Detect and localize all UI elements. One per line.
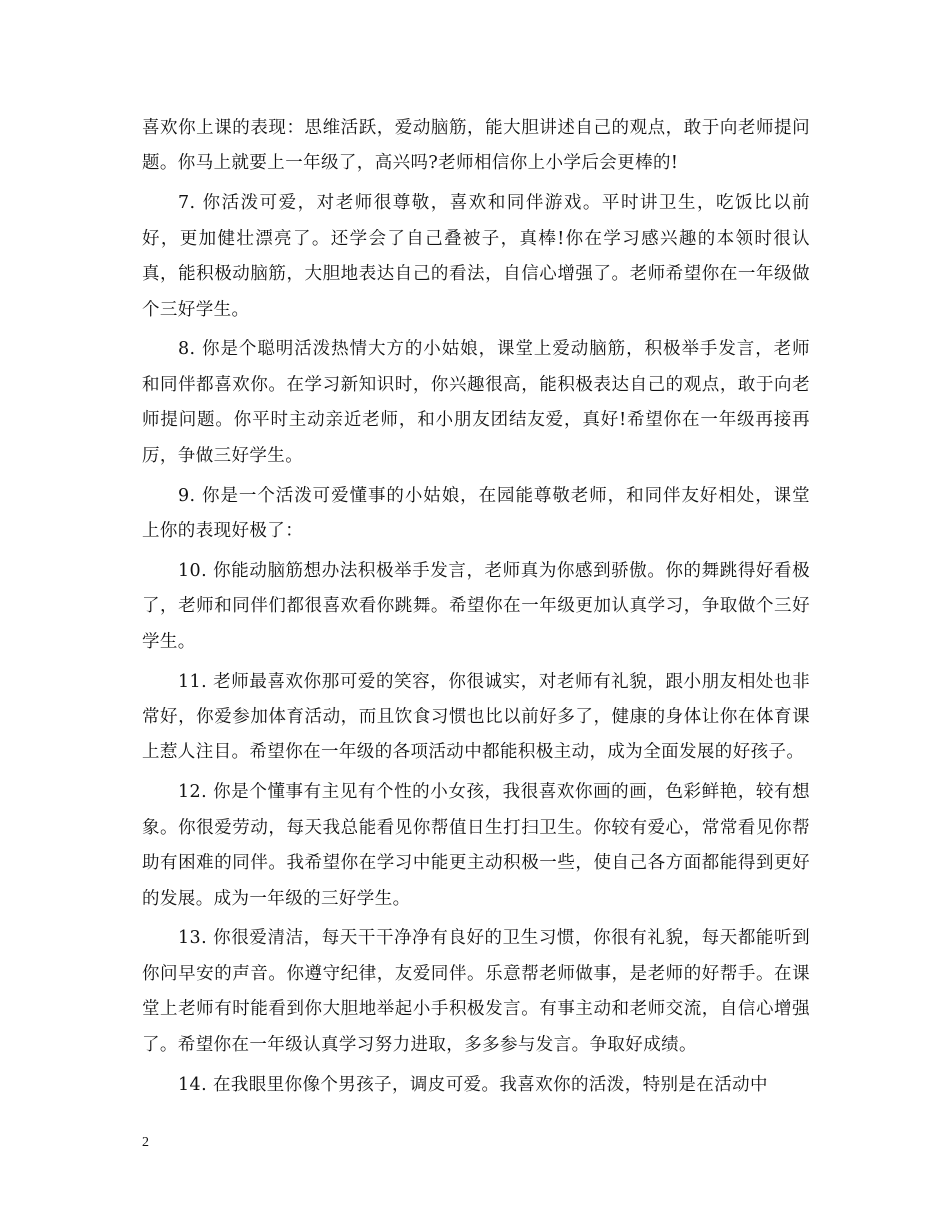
paragraph-continuation: 喜欢你上课的表现：思维活跃，爱动脑筋，能大胆讲述自己的观点，敢于向老师提问题。你马上就要上一年级了，高兴吗?老师相信你上小学后会更棒的! <box>142 118 810 174</box>
paragraph-item-10: 10. 你能动脑筋想办法积极举手发言，老师真为你感到骄傲。你的舞跳得好看极了，老师和同伴们都很喜欢看你跳舞。希望你在一年级更加认真学习，争取做个三好学生。 <box>142 560 810 652</box>
paragraph-item-7: 7. 你活泼可爱，对老师很尊敬，喜欢和同伴游戏。平时讲卫生，吃饭比以前好，更加健壮漂亮了。还学会了自己叠被子，真棒!你在学习感兴趣的本领时很认真，能积极动脑筋，大胆地表达自己的看法，自信心增强了。老师希望你在一年级做个三好学生。 <box>142 193 810 320</box>
paragraph-item-11: 11. 老师最喜欢你那可爱的笑容，你很诚实，对老师有礼貌，跟小朋友相处也非常好，你爱参加体育活动，而且饮食习惯也比以前好多了，健康的身体让你在体育课上惹人注目。希望你在一年级的各项活动中都能积极主动，成为全面发展的好孩子。 <box>142 671 810 763</box>
paragraph-item-14: 14. 在我眼里你像个男孩子，调皮可爱。我喜欢你的活泼，特别是在活动中 <box>178 1074 768 1095</box>
paragraph-item-8: 8. 你是个聪明活泼热情大方的小姑娘，课堂上爱动脑筋，积极举手发言，老师和同伴都喜欢你。在学习新知识时，你兴趣很高，能积极表达自己的观点，敢于向老师提问题。你平时主动亲近老师，和小朋友团结友爱，真好!希望你在一年级再接再厉，争做三好学生。 <box>142 339 810 466</box>
paragraph-item-12: 12. 你是个懂事有主见有个性的小女孩，我很喜欢你画的画，色彩鲜艳，较有想象。你很爱劳动，每天我总能看见你帮值日生打扫卫生。你较有爱心，常常看见你帮助有困难的同伴。我希望你在学习中能更主动积极一些，使自己各方面都能得到更好的发展。成为一年级的三好学生。 <box>142 782 810 909</box>
paragraph-item-9: 9. 你是一个活泼可爱懂事的小姑娘，在园能尊敬老师，和同伴友好相处，课堂上你的表现好极了： <box>142 485 810 541</box>
paragraph-item-13: 13. 你很爱清洁，每天干干净净有良好的卫生习惯，你很有礼貌，每天都能听到你问早安的声音。你遵守纪律，友爱同伴。乐意帮老师做事，是老师的好帮手。在课堂上老师有时能看到你大胆地举起小手积极发言。有事主动和老师交流，自信心增强了。希望你在一年级认真学习努力进取，多多参与发言。争取好成绩。 <box>142 928 810 1055</box>
page-number: 2 <box>142 1135 149 1150</box>
document-body <box>142 111 810 1107</box>
